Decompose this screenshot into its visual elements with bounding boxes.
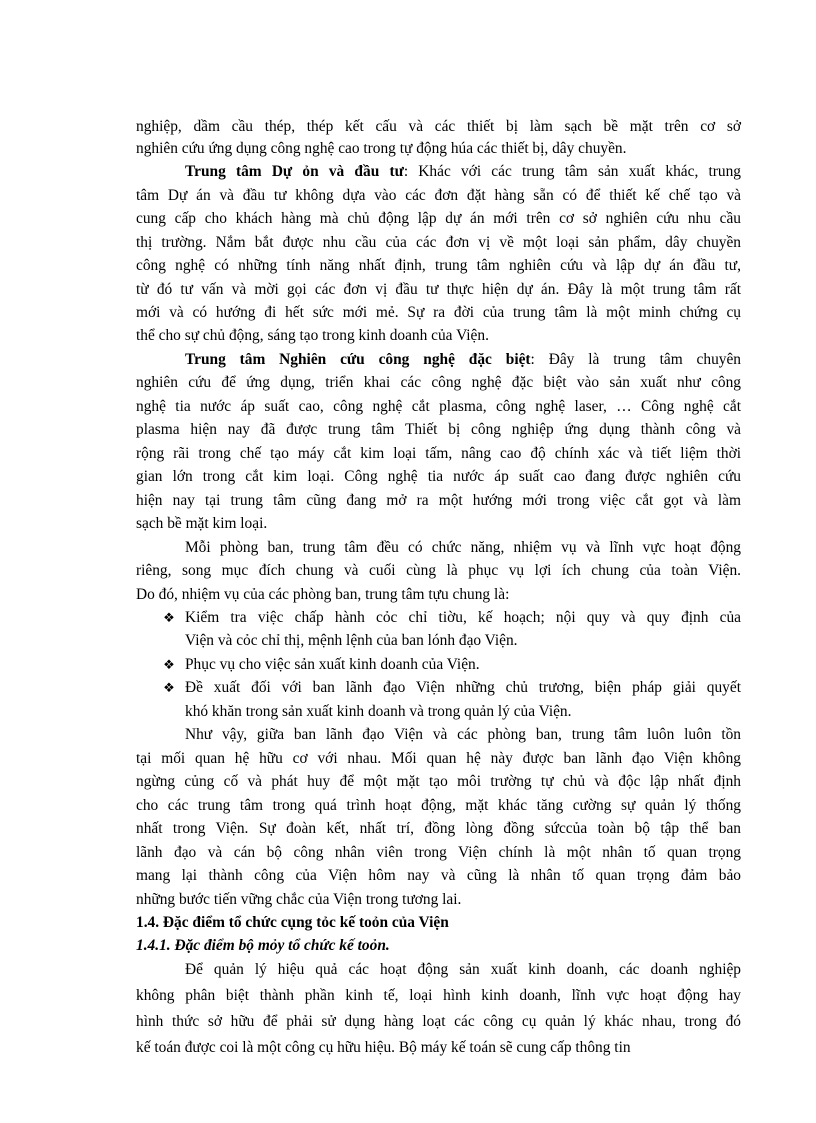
section-heading: 1.4. Đặc điểm tổ chức cụng tỏc kế toỏn của Viện (136, 914, 449, 931)
bullet-line: Phục vụ cho việc sản xuất kinh doanh của Viện. (185, 656, 480, 673)
paragraph-line: Để quản lý hiệu quả các hoạt động sản xuất kinh doanh, các doanh nghiệp (185, 961, 741, 978)
bullet-line: Kiểm tra việc chấp hành cỏc chỉ tiờu, kế hoạch; nội quy và quy định của (185, 609, 741, 626)
paragraph-line: sạch bề mặt kim loại. (136, 515, 268, 532)
paragraph-line: những bước tiến vững chắc của Viện trong tương lai. (136, 891, 462, 908)
paragraph-line: thể cho sự chủ động, sáng tạo trong kinh doanh của Viện. (136, 327, 489, 344)
paragraph-line: tại mối quan hệ hữu cơ với nhau. Mối quan hệ này được ban lãnh đạo Viện không (136, 750, 741, 767)
paragraph-line: plasma hiện nay đã được trung tâm Thiết bị công nghiệp ứng dụng thành công và (136, 421, 741, 438)
paragraph-line: từ đó tư vấn và mời gọi các đơn vị đầu tư thực hiện dự án. Đây là một trung tâm rất (136, 281, 741, 298)
paragraph-line: không phân biệt thành phần kinh tế, loại hình kinh doanh, lĩnh vực hoạt động hay (136, 987, 741, 1004)
paragraph-line: mang lại thành công của Viện hôm nay và cũng là nhân tố quan trọng đảm bảo (136, 867, 741, 884)
bold-lead: Trung tâm Nghiên cứu công nghệ đặc biệt (185, 351, 531, 368)
paragraph-first-line (185, 349, 741, 371)
paragraph-line: công nghệ có những tính năng nhất định, trung tâm nghiên cứu và lập dự án đầu tư, (136, 257, 741, 274)
paragraph-line: kế toán được coi là một công cụ hữu hiệu. Bộ máy kế toán sẽ cung cấp thông tin (136, 1039, 631, 1056)
paragraph-line: Mỗi phòng ban, trung tâm đều có chức năng, nhiệm vụ và lĩnh vực hoạt động (185, 539, 741, 556)
paragraph-line: lãnh đạo và cán bộ công nhân viên trong Viện chính là một nhân tố quan trọng (136, 844, 741, 861)
paragraph-line: rộng rãi trong chế tạo máy cắt kim loại tấm, nâng cao độ chính xác và tiết liệm thời (136, 445, 741, 462)
paragraph-line: nghiên cứu ứng dụng công nghệ cao trong tự động húa các thiết bị, dây chuyền. (136, 140, 627, 157)
bold-lead: Trung tâm Dự ỏn và đầu tư (185, 163, 404, 180)
paragraph-line: hiện nay tại trung tâm cũng đang mở ra một hướng mới trong việc cắt gọt và làm (136, 492, 741, 509)
paragraph-line: nghiệp, dầm cầu thép, thép kết cấu và các thiết bị làm sạch bề mặt trên cơ sở (136, 118, 741, 135)
paragraph-first-line (185, 161, 741, 183)
paragraph-text: : Đây là trung tâm chuyên (530, 351, 741, 368)
bullet-line: khó khăn trong sản xuất kinh doanh và trong quản lý của Viện. (185, 703, 572, 720)
bullet-line: Đề xuất đối với ban lãnh đạo Viện những chủ trương, biện pháp giải quyết (185, 679, 741, 696)
paragraph-line: nghệ tia nước áp suất cao, công nghệ cắt plasma, công nghệ laser, … Công nghệ cắt (136, 398, 741, 415)
paragraph-line: cung cấp cho khách hàng mà chủ động lập dự án mới trên cơ sở nghiên cứu nhu cầu (136, 210, 741, 227)
paragraph-line: thị trường. Nắm bắt được nhu cầu của các đơn vị về một loại sản phẩm, dây chuyền (136, 234, 741, 251)
paragraph-line: mới và có hướng đi hết sức mới mẻ. Sự ra đời của trung tâm là một minh chứng cụ (136, 304, 741, 321)
paragraph-line: Như vậy, giữa ban lãnh đạo Viện và các phòng ban, trung tâm luôn luôn tồn (185, 726, 741, 743)
bullet-icon: ❖ (163, 657, 175, 672)
paragraph-line: ngừng củng cố và phát huy để một mặt tạo môi trường tự chủ và độc lập nhất định (136, 773, 741, 790)
bullet-line: Viện và cỏc chỉ thị, mệnh lệnh của ban lónh đạo Viện. (185, 632, 518, 649)
paragraph-text: : Khác với các trung tâm sản xuất khác, trung (403, 163, 742, 180)
paragraph-line: nghiên cứu để ứng dụng, triển khai các công nghệ đặc biệt vào sản xuất như công (136, 374, 741, 391)
paragraph-line: gian lớn trong cắt kim loại. Công nghệ tia nước áp suất cao đang được nghiên cứu (136, 468, 741, 485)
paragraph-line: riêng, song mục đích chung và cuối cùng là phục vụ lợi ích chung của toàn Viện. (136, 562, 741, 579)
paragraph-line: cho các trung tâm trong quá trình hoạt động, mặt khác tăng cường sự quản lý thống (136, 797, 741, 814)
paragraph-line: Do đó, nhiệm vụ của các phòng ban, trung tâm tựu chung là: (136, 586, 510, 603)
bullet-icon: ❖ (163, 610, 175, 625)
subsection-heading: 1.4.1. Đặc điểm bộ mỏy tổ chức kế toỏn. (136, 937, 390, 954)
paragraph-line: tâm Dự án và đầu tư không dựa vào các đơn đặt hàng sẵn có để thiết kế chế tạo và (136, 187, 741, 204)
paragraph-line: hình thức sở hữu để phải sử dụng hàng loạt các công cụ quản lý khác nhau, trong đó (136, 1013, 741, 1030)
paragraph-line: nhất trong Viện. Sự đoàn kết, nhất trí, đồng lòng đồng sứccủa toàn bộ tập thể ban (136, 820, 741, 837)
bullet-icon: ❖ (163, 680, 175, 695)
